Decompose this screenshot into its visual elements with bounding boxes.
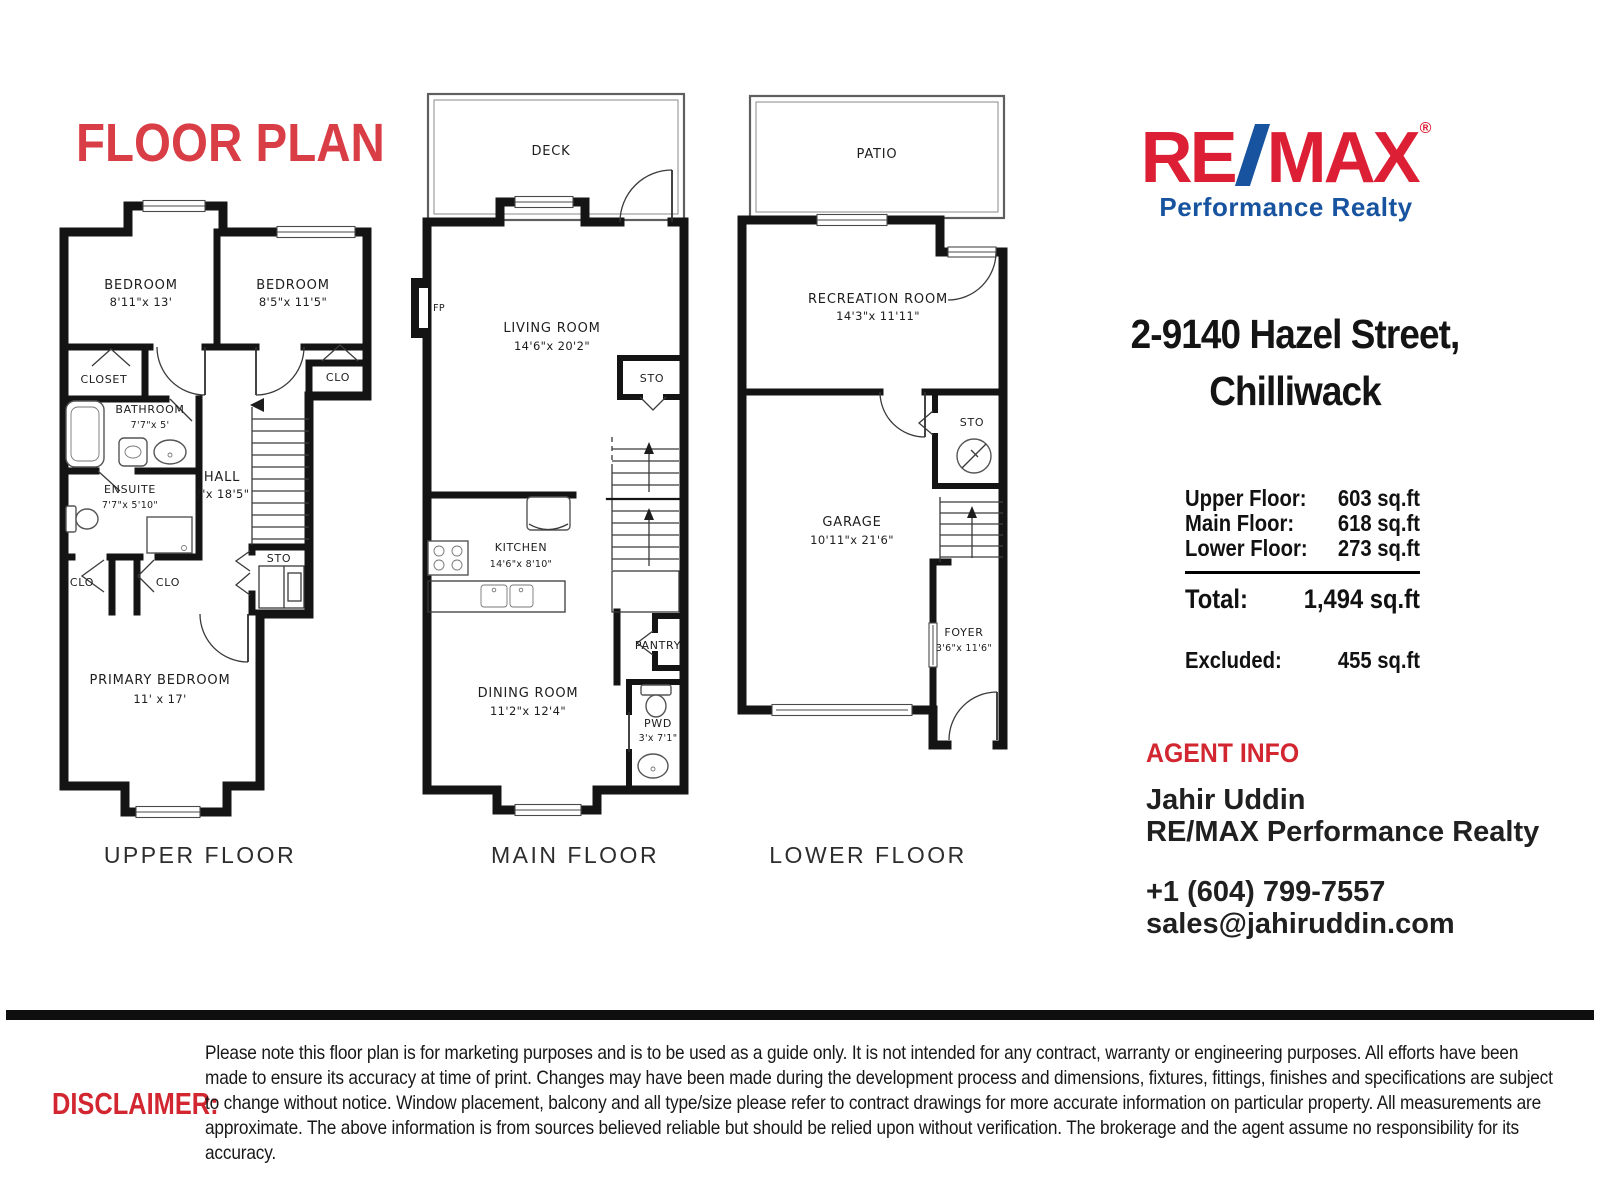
room-label: BEDROOM: [104, 278, 178, 293]
agent-info-heading: AGENT INFO: [1146, 738, 1300, 768]
room-dims: 7'x 18'5": [194, 487, 250, 501]
registered-mark: ®: [1419, 120, 1432, 137]
property-address: [1111, 306, 1480, 419]
room-dims: 11'2"x 12'4": [489, 704, 567, 718]
room-label: BEDROOM: [256, 278, 330, 293]
agent-phone: +1 (604) 799-7557: [1146, 876, 1386, 908]
area-label: Lower Floor:: [1185, 535, 1308, 561]
wordmark-max: MAX: [1266, 117, 1418, 198]
total-value: 1,494 sq.ft: [1303, 584, 1420, 614]
table-row-excluded: [1185, 648, 1420, 673]
upper-windows: [136, 201, 355, 818]
room-label: STO: [639, 372, 665, 385]
room-label: CLO: [155, 576, 181, 589]
room-label: DECK: [531, 144, 571, 159]
main-stairs: [607, 437, 684, 612]
caption-lower-floor: LOWER FLOOR: [769, 842, 967, 868]
room-label: KITCHEN: [494, 541, 548, 554]
table-row: [1185, 536, 1420, 561]
room-dims: 10'11"x 21'6": [810, 533, 894, 547]
room-label: BATHROOM: [115, 403, 185, 416]
room-label: HALL: [203, 470, 241, 485]
area-value: 273 sq.ft: [1337, 535, 1420, 561]
brand-tagline: Performance Realty: [1159, 192, 1413, 222]
room-label: CLO: [325, 371, 351, 384]
room-label: ENSUITE: [103, 483, 157, 496]
table-divider: [1185, 571, 1420, 574]
room-label: CLO: [69, 576, 95, 589]
room-dims: 7'7"x 5'10": [101, 500, 159, 511]
room-label: CLOSET: [80, 373, 128, 386]
lower-doors: [880, 252, 997, 740]
total-label: Total:: [1185, 584, 1248, 614]
pwd-fixtures: [638, 685, 671, 778]
area-label: Upper Floor:: [1185, 485, 1307, 511]
room-label: DINING ROOM: [477, 686, 579, 701]
room-label: PATIO: [856, 147, 898, 162]
remax-logo: [1136, 117, 1436, 223]
area-label: Main Floor:: [1185, 510, 1295, 536]
room-dims: 8'5"x 11'5": [258, 295, 328, 309]
remax-slash-icon: [1235, 124, 1270, 186]
room-dims: 3'x 7'1": [638, 733, 678, 744]
room-dims: 14'3"x 11'11": [836, 309, 920, 323]
table-row: [1185, 486, 1420, 511]
room-label: STO: [266, 552, 292, 565]
room-dims: 11' x 17': [133, 692, 187, 706]
disclaimer-text: Please note this floor plan is for marketing purposes and is to be used as a guide only. It is not intended for any contract, warranty or engineering purposes. All efforts have been made to ensure its accuracy at time of print. Changes may have been made during the development process and dimensions, fixtures, fittings, finishes and specifications are subject to change without notice. Window placement, balcony and all type/size please refer to contract drawings for more accurate information on particular property. All measurements are approximate. The above information is from sources believed reliable but should be relied upon without verification. The brokerage and the agent assume no responsibility for its accuracy.: [205, 1042, 1553, 1164]
room-dims: 8'11"x 13': [109, 295, 173, 309]
main-floor-plan: [411, 94, 684, 816]
room-label: STO: [959, 416, 985, 429]
remax-wordmark: [1136, 117, 1436, 198]
room-label: FOYER: [944, 626, 984, 639]
area-table: [1185, 486, 1420, 673]
room-dims: 7'7"x 5': [130, 420, 170, 431]
table-row-total: [1185, 585, 1420, 614]
page-title: FLOOR PLAN: [76, 113, 385, 173]
divider-bar: [6, 1010, 1594, 1020]
agent-email: sales@jahiruddin.com: [1146, 908, 1455, 940]
room-label: RECREATION ROOM: [807, 292, 949, 307]
room-dims: 14'6"x 8'10": [489, 559, 553, 570]
agent-name: Jahir Uddin: [1146, 784, 1306, 816]
room-label: PANTRY: [634, 639, 682, 652]
disclaimer-heading: DISCLAIMER:: [52, 1086, 219, 1121]
area-value: 618 sq.ft: [1337, 510, 1420, 536]
room-label: GARAGE: [822, 515, 882, 530]
agent-company: RE/MAX Performance Realty: [1146, 816, 1540, 848]
room-dims: 3'6"x 11'6": [935, 643, 993, 654]
furnace-symbol: [957, 439, 991, 473]
caption-upper-floor: UPPER FLOOR: [103, 842, 297, 868]
kitchen-fixtures: [428, 497, 570, 612]
room-label: PWD: [643, 717, 673, 730]
room-label: PRIMARY BEDROOM: [89, 673, 231, 688]
room-dims: 14'6"x 20'2": [513, 339, 591, 353]
agent-info: [1146, 738, 1539, 940]
room-label: LIVING ROOM: [503, 321, 601, 336]
excluded-value: 455 sq.ft: [1337, 647, 1420, 673]
lower-stairs: [940, 497, 1003, 562]
caption-main-floor: MAIN FLOOR: [490, 842, 660, 868]
excluded-label: Excluded:: [1185, 647, 1282, 673]
area-value: 603 sq.ft: [1337, 485, 1420, 511]
upper-floor-plan: [64, 201, 367, 818]
upper-stairs: [250, 398, 309, 545]
lower-floor-plan: [742, 96, 1004, 745]
address-line1: 2-9140 Hazel Street,: [1130, 311, 1460, 357]
room-label: FP: [433, 303, 445, 314]
fireplace: [411, 278, 428, 338]
wordmark-re: RE: [1140, 117, 1235, 198]
table-row: [1185, 511, 1420, 536]
address-line2: Chilliwack: [1209, 367, 1381, 414]
